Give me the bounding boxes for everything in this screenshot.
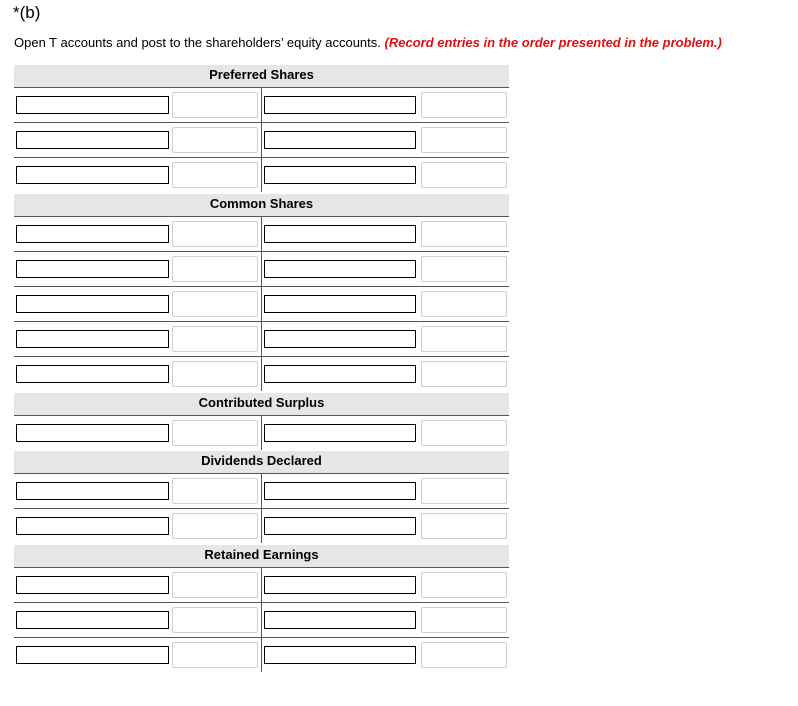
credit-account-input[interactable]	[264, 295, 416, 313]
debit-account-input[interactable]	[16, 131, 169, 149]
credit-amount-input[interactable]	[421, 127, 507, 153]
debit-account-input[interactable]	[16, 96, 169, 114]
debit-amount-input[interactable]	[172, 92, 258, 118]
t-account-title: Common Shares	[14, 194, 509, 217]
t-account-divider	[261, 217, 262, 391]
credit-amount-input[interactable]	[421, 92, 507, 118]
credit-account-input[interactable]	[264, 96, 416, 114]
instructions	[14, 35, 722, 51]
t-account-divider	[261, 416, 262, 450]
credit-amount-input[interactable]	[421, 256, 507, 282]
credit-account-input[interactable]	[264, 611, 416, 629]
credit-account-input[interactable]	[264, 260, 416, 278]
credit-account-input[interactable]	[264, 330, 416, 348]
credit-amount-input[interactable]	[421, 478, 507, 504]
debit-account-input[interactable]	[16, 225, 169, 243]
debit-account-input[interactable]	[16, 576, 169, 594]
credit-account-input[interactable]	[264, 482, 416, 500]
t-account-title: Contributed Surplus	[14, 393, 509, 416]
debit-amount-input[interactable]	[172, 326, 258, 352]
debit-amount-input[interactable]	[172, 572, 258, 598]
credit-amount-input[interactable]	[421, 221, 507, 247]
debit-account-input[interactable]	[16, 424, 169, 442]
debit-account-input[interactable]	[16, 166, 169, 184]
debit-account-input[interactable]	[16, 365, 169, 383]
debit-amount-input[interactable]	[172, 420, 258, 446]
debit-account-input[interactable]	[16, 482, 169, 500]
credit-account-input[interactable]	[264, 225, 416, 243]
credit-amount-input[interactable]	[421, 513, 507, 539]
debit-amount-input[interactable]	[172, 607, 258, 633]
t-account-title: Preferred Shares	[14, 65, 509, 88]
debit-account-input[interactable]	[16, 295, 169, 313]
credit-account-input[interactable]	[264, 166, 416, 184]
t-account-divider	[261, 568, 262, 672]
t-account-dividends-declared	[14, 451, 509, 543]
credit-amount-input[interactable]	[421, 291, 507, 317]
debit-amount-input[interactable]	[172, 642, 258, 668]
debit-account-input[interactable]	[16, 517, 169, 535]
t-account-contributed-surplus	[14, 393, 509, 450]
credit-account-input[interactable]	[264, 424, 416, 442]
t-account-divider	[261, 474, 262, 543]
debit-amount-input[interactable]	[172, 513, 258, 539]
credit-account-input[interactable]	[264, 365, 416, 383]
debit-amount-input[interactable]	[172, 478, 258, 504]
debit-account-input[interactable]	[16, 260, 169, 278]
instructions-note: (Record entries in the order presented in the problem.)	[384, 35, 722, 50]
credit-amount-input[interactable]	[421, 162, 507, 188]
credit-amount-input[interactable]	[421, 326, 507, 352]
debit-amount-input[interactable]	[172, 361, 258, 387]
debit-amount-input[interactable]	[172, 127, 258, 153]
debit-account-input[interactable]	[16, 646, 169, 664]
credit-amount-input[interactable]	[421, 572, 507, 598]
t-account-title: Dividends Declared	[14, 451, 509, 474]
credit-amount-input[interactable]	[421, 607, 507, 633]
debit-account-input[interactable]	[16, 611, 169, 629]
credit-amount-input[interactable]	[421, 361, 507, 387]
credit-account-input[interactable]	[264, 646, 416, 664]
credit-account-input[interactable]	[264, 517, 416, 535]
debit-amount-input[interactable]	[172, 256, 258, 282]
credit-amount-input[interactable]	[421, 642, 507, 668]
t-account-common-shares	[14, 194, 509, 391]
t-account-title: Retained Earnings	[14, 545, 509, 568]
credit-account-input[interactable]	[264, 576, 416, 594]
instructions-text: Open T accounts and post to the shareholders’ equity accounts.	[14, 35, 381, 50]
credit-amount-input[interactable]	[421, 420, 507, 446]
debit-amount-input[interactable]	[172, 162, 258, 188]
credit-account-input[interactable]	[264, 131, 416, 149]
t-account-divider	[261, 88, 262, 192]
t-account-retained-earnings	[14, 545, 509, 672]
t-account-preferred-shares	[14, 65, 509, 192]
part-label: *(b)	[13, 3, 41, 22]
debit-amount-input[interactable]	[172, 221, 258, 247]
debit-account-input[interactable]	[16, 330, 169, 348]
debit-amount-input[interactable]	[172, 291, 258, 317]
